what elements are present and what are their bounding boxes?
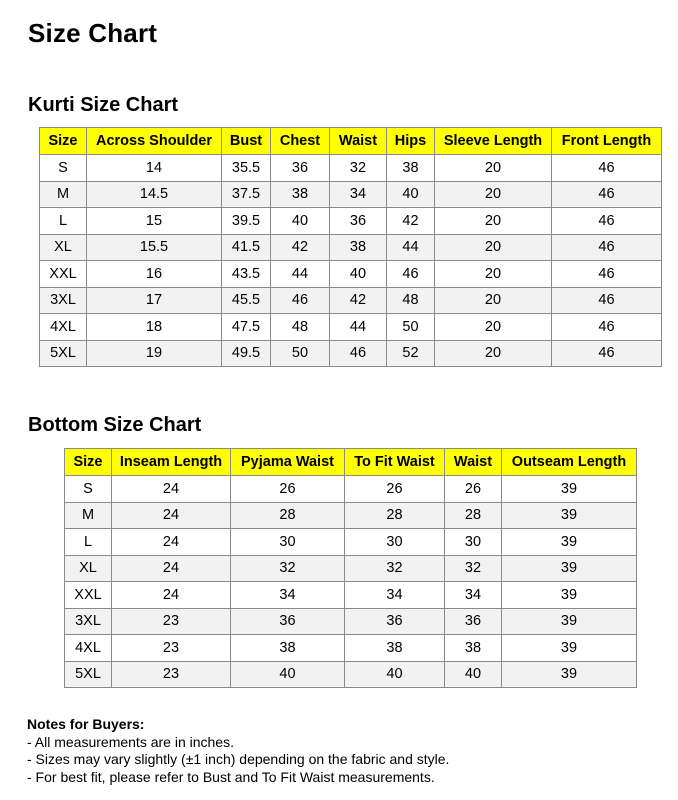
- measurement-cell: 41.5: [222, 234, 271, 261]
- measurement-cell: 28: [231, 502, 345, 529]
- measurement-cell: 39: [502, 476, 637, 503]
- measurement-cell: 50: [387, 314, 435, 341]
- measurement-cell: 32: [231, 555, 345, 582]
- table-row: [40, 340, 662, 367]
- table-row: [65, 476, 637, 503]
- measurement-cell: 28: [445, 502, 502, 529]
- measurement-cell: 36: [345, 608, 445, 635]
- measurement-cell: 35.5: [222, 155, 271, 182]
- measurement-cell: 20: [435, 287, 552, 314]
- size-cell: S: [65, 476, 112, 503]
- notes-heading: Notes for Buyers:: [27, 716, 145, 732]
- measurement-cell: 16: [87, 261, 222, 288]
- measurement-cell: 24: [112, 582, 231, 609]
- measurement-cell: 38: [387, 155, 435, 182]
- table-row: [65, 661, 637, 688]
- measurement-cell: 28: [345, 502, 445, 529]
- column-header: Across Shoulder: [87, 128, 222, 155]
- table-row: [40, 181, 662, 208]
- column-header: Outseam Length: [502, 449, 637, 476]
- table-row: [65, 582, 637, 609]
- column-header: Bust: [222, 128, 271, 155]
- size-cell: M: [40, 181, 87, 208]
- measurement-cell: 46: [552, 314, 662, 341]
- measurement-cell: 39.5: [222, 208, 271, 235]
- measurement-cell: 38: [330, 234, 387, 261]
- measurement-cell: 38: [271, 181, 330, 208]
- measurement-cell: 46: [552, 181, 662, 208]
- measurement-cell: 45.5: [222, 287, 271, 314]
- size-cell: 3XL: [40, 287, 87, 314]
- kurti-section-title: Kurti Size Chart: [28, 94, 179, 116]
- table-row: [65, 529, 637, 556]
- size-cell: L: [40, 208, 87, 235]
- column-header: Front Length: [552, 128, 662, 155]
- measurement-cell: 48: [387, 287, 435, 314]
- column-header: Chest: [271, 128, 330, 155]
- kurti-size-table: [39, 127, 662, 367]
- measurement-cell: 30: [445, 529, 502, 556]
- measurement-cell: 32: [445, 555, 502, 582]
- measurement-cell: 20: [435, 155, 552, 182]
- measurement-cell: 50: [271, 340, 330, 367]
- measurement-cell: 34: [231, 582, 345, 609]
- column-header: Inseam Length: [112, 449, 231, 476]
- table-row: [40, 155, 662, 182]
- table-row: [40, 314, 662, 341]
- measurement-cell: 36: [445, 608, 502, 635]
- measurement-cell: 43.5: [222, 261, 271, 288]
- measurement-cell: 39: [502, 661, 637, 688]
- size-cell: 4XL: [65, 635, 112, 662]
- measurement-cell: 40: [345, 661, 445, 688]
- measurement-cell: 24: [112, 529, 231, 556]
- column-header: Waist: [445, 449, 502, 476]
- measurement-cell: 32: [330, 155, 387, 182]
- measurement-cell: 49.5: [222, 340, 271, 367]
- measurement-cell: 46: [387, 261, 435, 288]
- table-row: [40, 261, 662, 288]
- measurement-cell: 40: [330, 261, 387, 288]
- table-row: [40, 234, 662, 261]
- measurement-cell: 20: [435, 314, 552, 341]
- measurement-cell: 34: [345, 582, 445, 609]
- measurement-cell: 46: [330, 340, 387, 367]
- measurement-cell: 42: [330, 287, 387, 314]
- measurement-cell: 17: [87, 287, 222, 314]
- size-cell: S: [40, 155, 87, 182]
- measurement-cell: 24: [112, 476, 231, 503]
- measurement-cell: 15: [87, 208, 222, 235]
- measurement-cell: 44: [330, 314, 387, 341]
- measurement-cell: 39: [502, 529, 637, 556]
- size-cell: 5XL: [40, 340, 87, 367]
- measurement-cell: 39: [502, 608, 637, 635]
- measurement-cell: 39: [502, 502, 637, 529]
- measurement-cell: 20: [435, 181, 552, 208]
- size-cell: XL: [40, 234, 87, 261]
- size-cell: M: [65, 502, 112, 529]
- measurement-cell: 42: [387, 208, 435, 235]
- page-title: Size Chart: [28, 18, 158, 48]
- measurement-cell: 39: [502, 582, 637, 609]
- measurement-cell: 52: [387, 340, 435, 367]
- table-header-row: [65, 449, 637, 476]
- note-item: - For best fit, please refer to Bust and To Fit Waist measurements.: [27, 768, 435, 785]
- measurement-cell: 20: [435, 340, 552, 367]
- table-row: [65, 555, 637, 582]
- measurement-cell: 23: [112, 608, 231, 635]
- bottom-section-title: Bottom Size Chart: [28, 414, 202, 436]
- measurement-cell: 15.5: [87, 234, 222, 261]
- measurement-cell: 34: [330, 181, 387, 208]
- measurement-cell: 40: [445, 661, 502, 688]
- size-cell: 5XL: [65, 661, 112, 688]
- measurement-cell: 38: [345, 635, 445, 662]
- measurement-cell: 47.5: [222, 314, 271, 341]
- note-item: - Sizes may vary slightly (±1 inch) depending on the fabric and style.: [27, 751, 450, 767]
- measurement-cell: 46: [552, 287, 662, 314]
- bottom-size-table: [64, 448, 637, 688]
- table-row: [40, 208, 662, 235]
- measurement-cell: 23: [112, 635, 231, 662]
- measurement-cell: 24: [112, 555, 231, 582]
- table-row: [65, 608, 637, 635]
- measurement-cell: 39: [502, 555, 637, 582]
- measurement-cell: 23: [112, 661, 231, 688]
- measurement-cell: 36: [271, 155, 330, 182]
- measurement-cell: 34: [445, 582, 502, 609]
- measurement-cell: 42: [271, 234, 330, 261]
- measurement-cell: 36: [231, 608, 345, 635]
- measurement-cell: 14.5: [87, 181, 222, 208]
- measurement-cell: 14: [87, 155, 222, 182]
- measurement-cell: 36: [330, 208, 387, 235]
- measurement-cell: 46: [552, 208, 662, 235]
- measurement-cell: 46: [552, 234, 662, 261]
- column-header: Waist: [330, 128, 387, 155]
- note-item: - All measurements are in inches.: [27, 733, 234, 750]
- table-header-row: [40, 128, 662, 155]
- measurement-cell: 30: [231, 529, 345, 556]
- column-header: Sleeve Length: [435, 128, 552, 155]
- measurement-cell: 46: [552, 340, 662, 367]
- measurement-cell: 26: [231, 476, 345, 503]
- size-cell: L: [65, 529, 112, 556]
- size-cell: 3XL: [65, 608, 112, 635]
- measurement-cell: 32: [345, 555, 445, 582]
- measurement-cell: 44: [271, 261, 330, 288]
- size-cell: XXL: [40, 261, 87, 288]
- measurement-cell: 48: [271, 314, 330, 341]
- table-row: [65, 502, 637, 529]
- measurement-cell: 20: [435, 261, 552, 288]
- measurement-cell: 20: [435, 234, 552, 261]
- column-header: Size: [65, 449, 112, 476]
- measurement-cell: 46: [271, 287, 330, 314]
- measurement-cell: 30: [345, 529, 445, 556]
- size-cell: XXL: [65, 582, 112, 609]
- size-cell: 4XL: [40, 314, 87, 341]
- measurement-cell: 37.5: [222, 181, 271, 208]
- column-header: Hips: [387, 128, 435, 155]
- measurement-cell: 40: [387, 181, 435, 208]
- column-header: Pyjama Waist: [231, 449, 345, 476]
- buyer-notes: [27, 716, 449, 786]
- table-row: [65, 635, 637, 662]
- column-header: Size: [40, 128, 87, 155]
- column-header: To Fit Waist: [345, 449, 445, 476]
- measurement-cell: 44: [387, 234, 435, 261]
- measurement-cell: 40: [231, 661, 345, 688]
- measurement-cell: 18: [87, 314, 222, 341]
- measurement-cell: 40: [271, 208, 330, 235]
- measurement-cell: 26: [345, 476, 445, 503]
- size-cell: XL: [65, 555, 112, 582]
- measurement-cell: 24: [112, 502, 231, 529]
- measurement-cell: 38: [445, 635, 502, 662]
- measurement-cell: 19: [87, 340, 222, 367]
- measurement-cell: 46: [552, 155, 662, 182]
- table-row: [40, 287, 662, 314]
- measurement-cell: 20: [435, 208, 552, 235]
- measurement-cell: 38: [231, 635, 345, 662]
- measurement-cell: 46: [552, 261, 662, 288]
- measurement-cell: 39: [502, 635, 637, 662]
- measurement-cell: 26: [445, 476, 502, 503]
